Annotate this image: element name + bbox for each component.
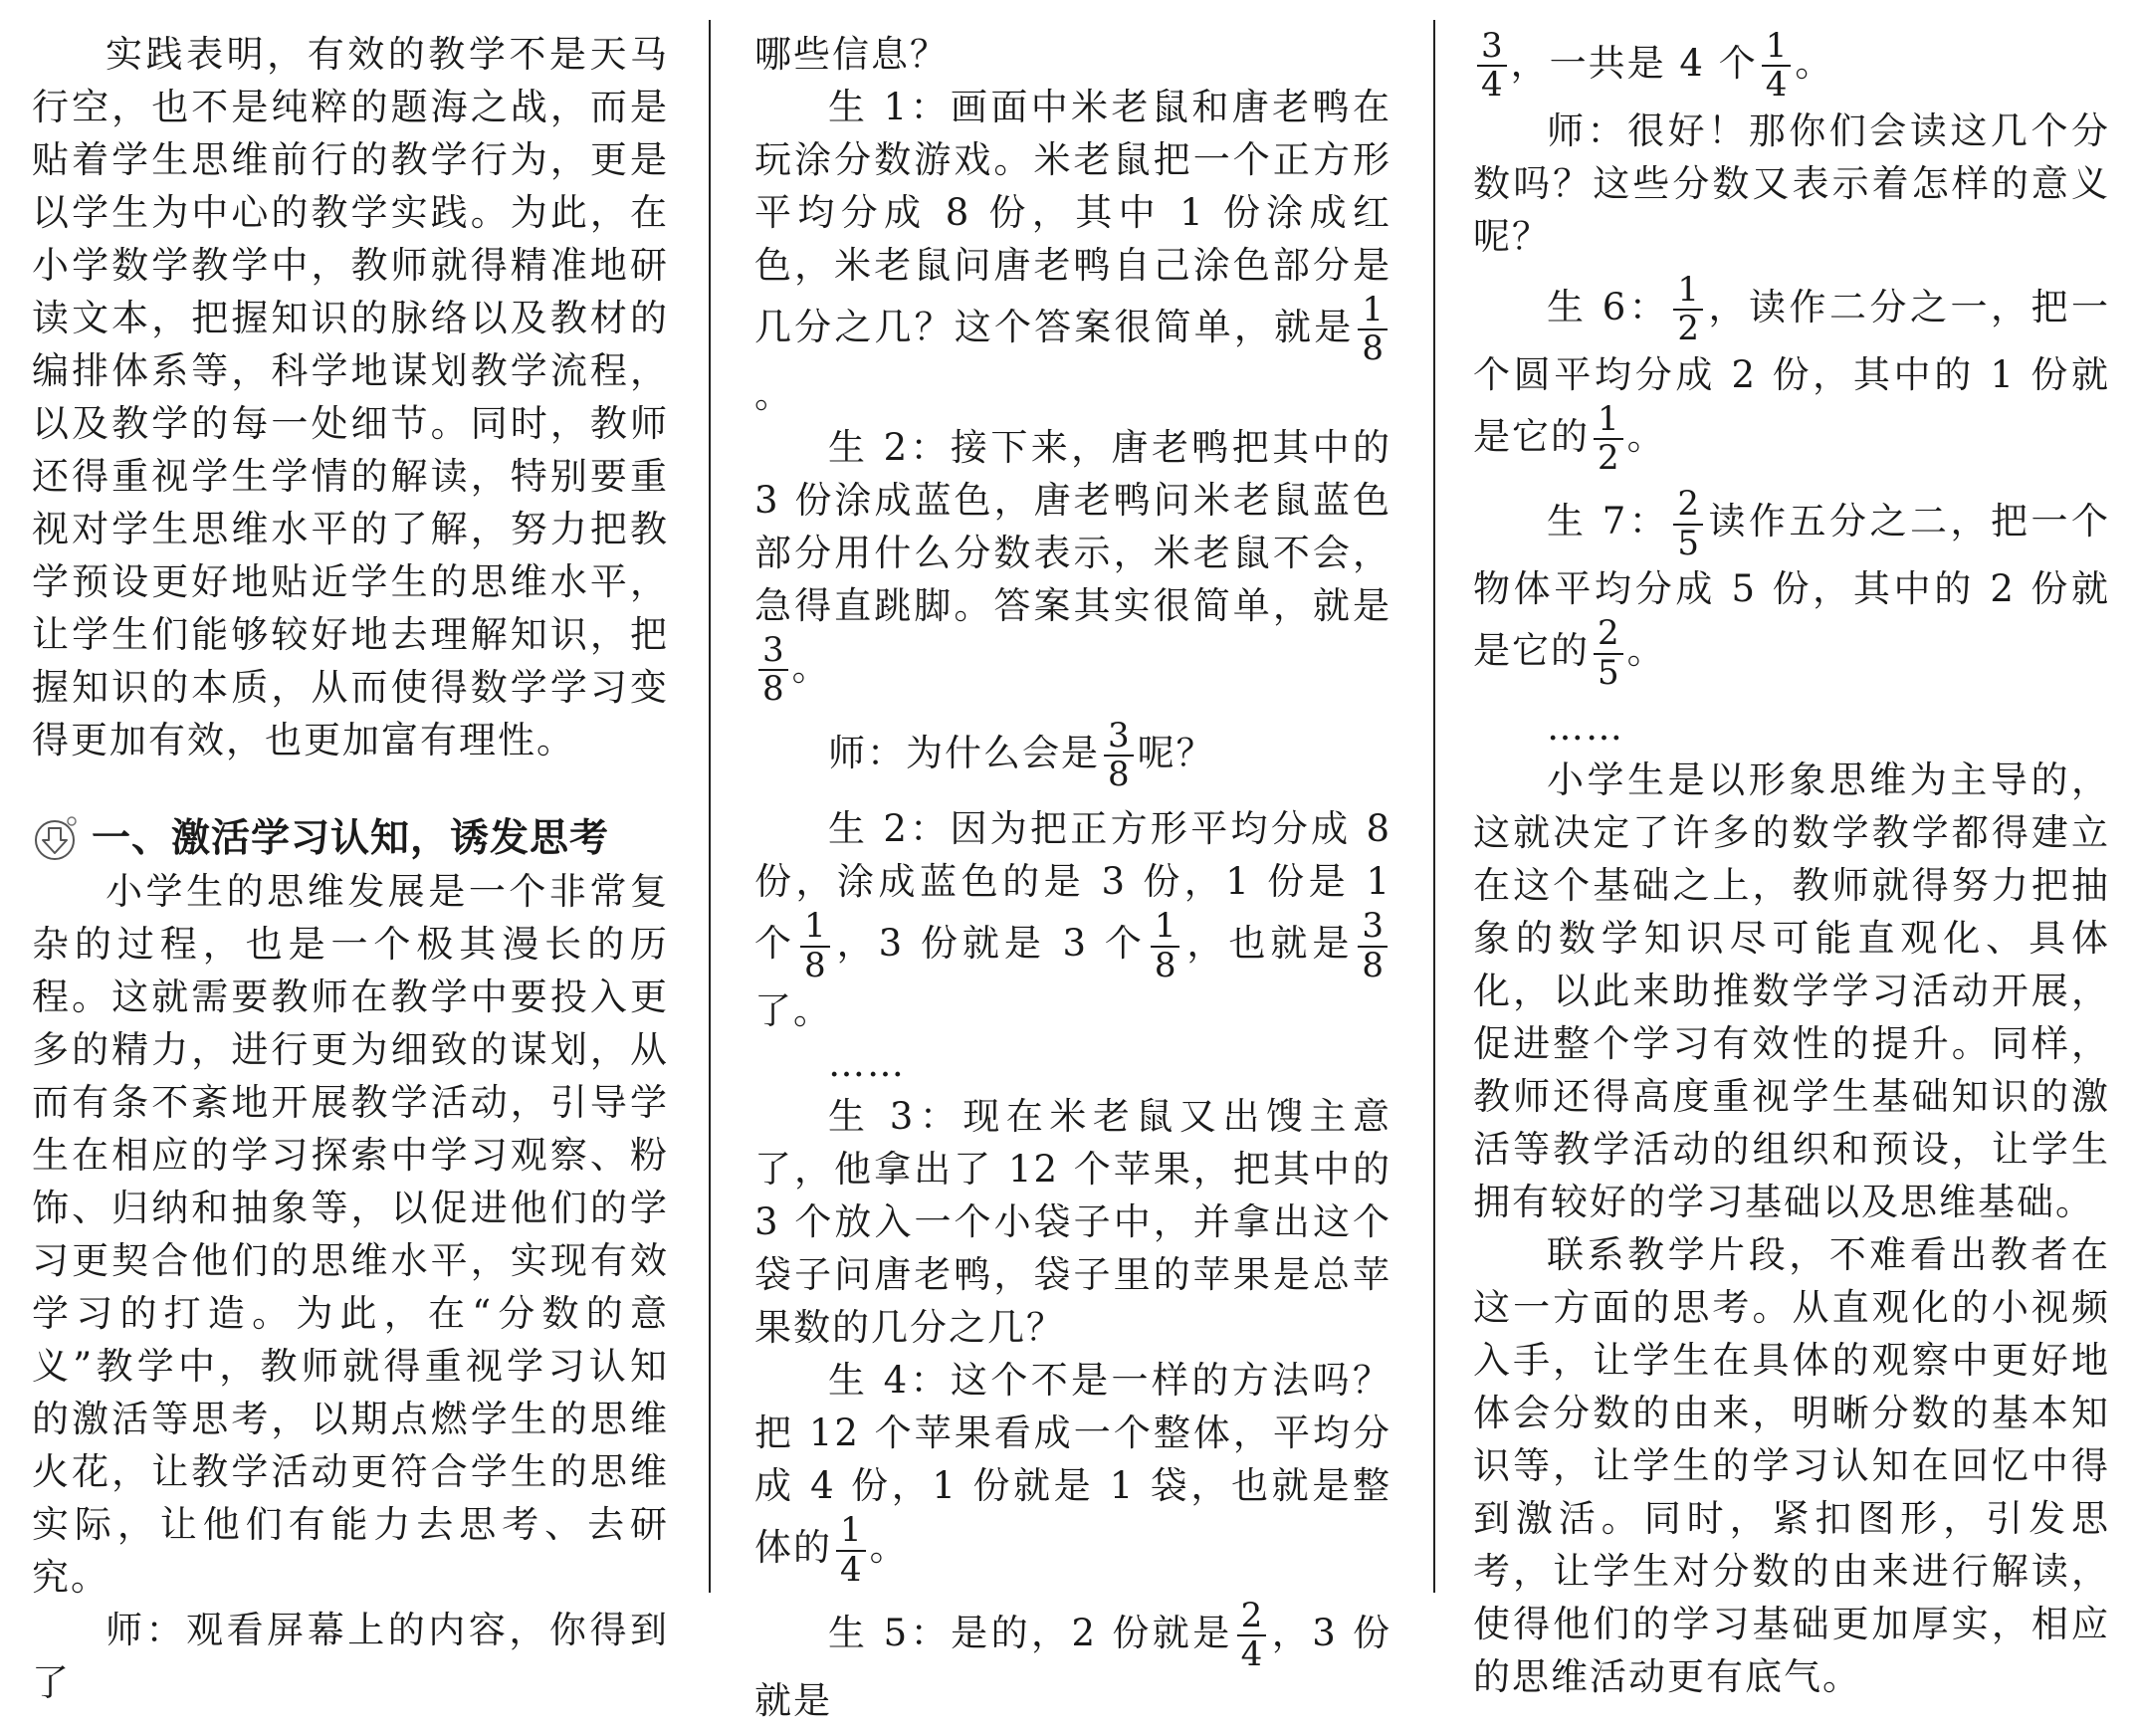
fraction: $\frac{3}{8}$ [758,632,788,709]
dialogue-teacher: 师：为什么会是 $\frac{3}{8}$ 呢？ [828,715,1215,794]
dialogue-student-2: 生 2：因为把正方形平均分成 8 份，涂成蓝色的是 3 份，1 份是 1 个 $\frac{1}{8}$ ，3 份就是 3 个 $\frac{1}{8}$ ，也就是 $\frac{3}{8}$ 了。 [754,807,1391,1033]
dialogue-teacher: 师：很好！那你们会读这几个分数吗？这些分数又表示着怎样的意义呢？ [1473,108,2110,258]
dialogue-student-5: 生 5：是的，2 份就是 $\frac{2}{4}$ ，3 份就是 [754,1595,1391,1722]
section-heading-text: 一、激活学习认知，诱发思考 [92,816,610,861]
column-2 [754,28,1391,1736]
fraction: $\frac{1}{8}$ [1151,908,1180,984]
dialogue-student-2: 生 2：接下来，唐老鸭把其中的 3 份涂成蓝色，唐老鸭问米老鼠蓝色部分用什么分数表示，米老鼠不会，急得直跳脚。答案其实很简单，就是 $\frac{3}{8}$ 。 [754,425,1391,710]
dialogue-student-1: 生 1：画面中米老鼠和唐老鸭在玩涂分数游戏。米老鼠把一个正方形平均分成 8 份，其中 1 份涂成红色，米老鼠问唐老鸭自己涂色部分是几分之几？这个答案很简单，就是 $\frac{1}{8}$ 。 [754,86,1391,416]
paragraph: 哪些信息？ [754,33,949,76]
section-heading [32,812,669,865]
fraction: $\frac{3}{8}$ [1358,908,1388,984]
dialogue-student-3: 生 3：现在米老鼠又出馊主意了，他拿出了 12 个苹果，把其中的 3 个放入一个小袋子中，并拿出这个袋子问唐老鸭，袋子里的苹果是总苹果数的几分之几？ [754,1095,1391,1350]
fraction: $\frac{1}{8}$ [1358,292,1388,368]
dialogue-student-6: 生 6： $\frac{1}{2}$ ，读作二分之一，把一个圆平均分成 2 份，其中的 1 份就是它的 $\frac{1}{2}$ 。 [1473,269,2111,478]
paragraph: 师：观看屏幕上的内容，你得到了 [32,1609,669,1704]
dialogue-student-7: 生 7： $\frac{2}{5}$ 读作五分之二，把一个物体平均分成 5 份，其中的 2 份就是它的 $\frac{2}{5}$ 。 [1473,484,2111,693]
fraction: $\frac{2}{5}$ [1594,615,1623,692]
fraction: $\frac{1}{4}$ [836,1512,866,1589]
paragraph: $\frac{3}{4}$ ，一共是 4 个 $\frac{1}{4}$ 。 [1473,28,2110,105]
fraction: $\frac{2}{5}$ [1673,486,1703,562]
ellipsis: …… [1547,705,1624,749]
column-3 [1473,28,2110,1703]
column-divider [1433,20,1435,1593]
fraction: $\frac{3}{4}$ [1477,28,1507,105]
dialogue-student-4: 生 4：这个不是一样的方法吗？把 12 个苹果看成一个整体，平均分成 4 份，1 份就是 1 袋，也就是整体的 $\frac{1}{4}$ 。 [754,1359,1391,1590]
fraction: $\frac{1}{2}$ [1673,272,1703,348]
fraction: $\frac{3}{8}$ [1104,718,1134,794]
fraction: $\frac{1}{2}$ [1594,401,1623,478]
down-arrow-circle-icon [32,816,78,862]
fraction: $\frac{1}{4}$ [1762,28,1792,105]
fraction: $\frac{1}{8}$ [800,908,830,984]
paragraph: 实践表明，有效的教学不是天马行空，也不是纯粹的题海之战，而是贴着学生思维前行的教学行为，更是以学生为中心的教学实践。为此，在小学数学教学中，教师就得精准地研读文本，把握知识的脉络以及教材的编排体系等，科学地谋划教学流程，以及教学的每一处细节。同时，教师还得重视学生学情的解读，特别要重视对学生思维水平的了解，努力把教学预设更好地贴近学生的思维水平，让学生们能够较好地去理解知识，把握知识的本质，从而使得数学学习变得更加有效，也更加富有理性。 [32,33,669,761]
paragraph: 小学生是以形象思维为主导的，这就决定了许多的数学教学都得建立在这个基础之上，教师就得努力把抽象的数学知识尽可能直观化、具体化，以此来助推数学学习活动开展，促进整个学习有效性的提升。同样，教师还得高度重视学生基础知识的激活等教学活动的组织和预设，让学生拥有较好的学习基础以及思维基础。 [1473,758,2110,1223]
paragraph: 小学生的思维发展是一个非常复杂的过程，也是一个极其漫长的历程。这就需要教师在教学中要投入更多的精力，进行更为细致的谋划，从而有条不紊地开展教学活动，引导学生在相应的学习探索中学习观察、粉饰、归纳和抽象等，以促进他们的学习更契合他们的思维水平，实现有效学习的打造。为此，在“分数的意义”教学中，教师就得重视学习认知的激活等思考，以期点燃学生的思维火花，让教学活动更符合学生的思维实际，让他们有能力去思考、去研究。 [32,870,669,1599]
paragraph: 联系教学片段，不难看出教者在这一方面的思考。从直观化的小视频入手，让学生在具体的观察中更好地体会分数的由来，明晰分数的基本知识等，让学生的学习认知在回忆中得到激活。同时，紧扣图形，引发思考，让学生对分数的由来进行解读，使得他们的学习基础更加厚实，相应的思维活动更有底气。 [1473,1232,2110,1698]
column-divider [709,20,711,1593]
column-1 [32,28,669,1709]
fraction: $\frac{2}{4}$ [1237,1598,1267,1674]
ellipsis: …… [828,1042,906,1086]
